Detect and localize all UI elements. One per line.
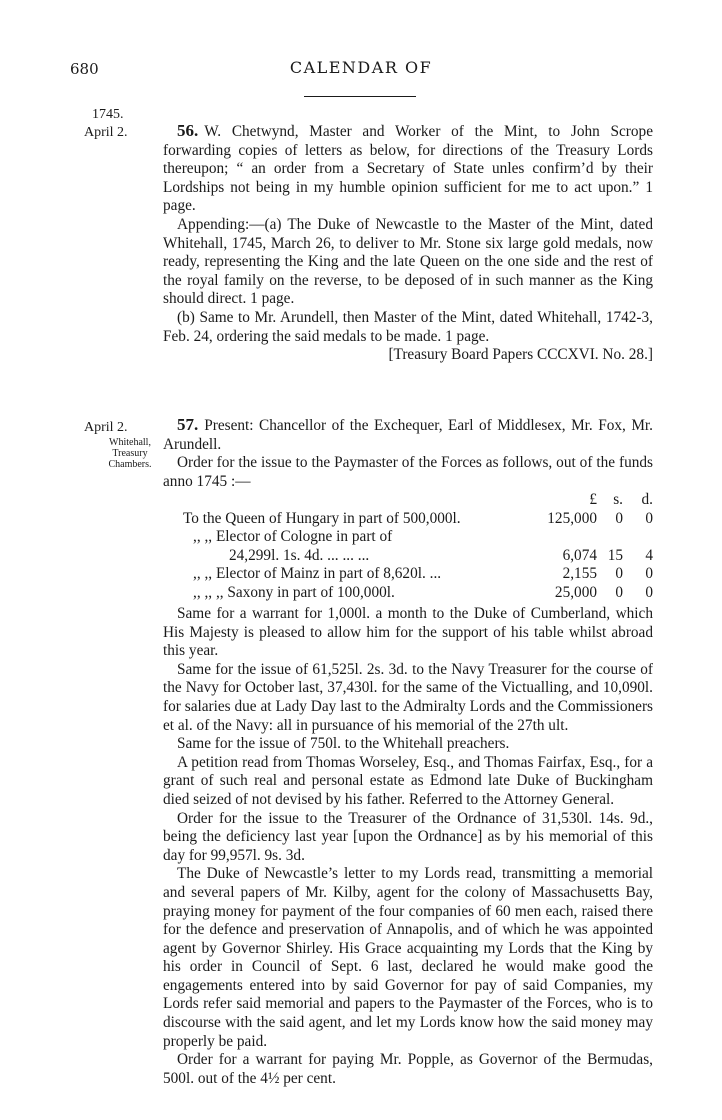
amount-row [183, 528, 653, 547]
margin-date-57: April 2. [84, 420, 128, 435]
entry-57-paragraph: Same for a warrant for 1,000l. a month to the Duke of Cumberland, which His Majesty is pleased to allow him for the support of his table whilst abroad this year. [163, 605, 653, 660]
entry-57-present: 57. Present: Chancellor of the Exchequer, Earl of Middlesex, Mr. Fox, Mr. Arundell. [163, 415, 653, 453]
entry-56-appending: Appending:—(a) The Duke of Newcastle to the Master of the Mint, dated Whitehall, 1745, March 26, to deliver to Mr. Stone six large gold medals, now ready, representing the King and the late Queen on the one side and the rest of the royal family on the reverse, to be deposed of in such manner as the King should direct. 1 page. [163, 215, 653, 308]
margin-date-56: April 2. [84, 125, 128, 140]
amount-shillings: 0 [615, 509, 623, 527]
entry-56-text: 56. W. Chetwynd, Master and Worker of the Mint, to John Scrope forwarding copies of letters as below, for directions of the Treasury Lords thereupon; “ an order from a Secretary of State unles confirm’d by their Lordships not being in my humble opinion sufficient for me to act upon.” 1 page. [163, 121, 653, 215]
amount-pounds: 6,074 [562, 546, 597, 564]
entry-number-57: 57. [177, 415, 199, 434]
margin-place-1: Whitehall, [109, 437, 151, 448]
entry-56 [163, 122, 653, 365]
margin-year: 1745. [92, 107, 124, 122]
entry-57-paragraph: Order for the issue to the Treasurer of the Ordnance of 31,530l. 14s. 9d., being the deficiency last year [upon the Ordnance] as by his memorial of this day for 99,957l. 9s. 3d. [163, 809, 653, 864]
amount-pounds: 125,000 [547, 509, 597, 527]
entry-57-order-intro: Order for the issue to the Paymaster of the Forces as follows, out of the funds anno 1745 :— [163, 454, 653, 490]
amount-shillings: 15 [607, 546, 623, 564]
amount-row [183, 510, 653, 529]
entry-57-paragraph: The Duke of Newcastle’s letter to my Lords read, transmitting a memorial and several papers of Mr. Kilby, agent for the colony of Massachusetts Bay, praying money for payment of the four companies of 60 men each, raised there for the defence and preservation of Annapolis, and of which he was appointed agent by Governor Shirley. His Grace acquainting my Lords that the King by his order in Council of Sept. 6 last, declared he would make good the engagements entered into by said Governor for pay of said Companies, my Lords refer said memorial and papers to the Paymaster of the Forces, who is to discourse with the said agent, and let my Lords know how the said money may properly be paid. [163, 865, 653, 1050]
running-title: CALENDAR OF [289, 58, 433, 77]
amount-row [183, 584, 653, 603]
entry-57-paragraph: A petition read from Thomas Worseley, Esq., and Thomas Fairfax, Esq., for a grant of such real and personal estate as Edmond late Duke of Buckingham died seized of not devised by his father. Referred to the Attorney General. [163, 753, 653, 808]
currency-shillings-head: s. [613, 491, 623, 508]
amount-label: ,, ,, Elector of Cologne in part of [193, 528, 393, 546]
entry-57-paragraph: Order for a warrant for paying Mr. Popple, as Governor of the Bermudas, 500l. out of the 4½ per cent. [163, 1051, 653, 1087]
entry-number-56: 56. [177, 121, 199, 140]
amount-shillings: 0 [615, 583, 623, 601]
amount-shillings: 0 [615, 565, 623, 583]
amount-label: 24,299l. 1s. 4d. ... ... ... [229, 546, 370, 564]
currency-pence-head: d. [641, 491, 653, 508]
entry-56-item-b: (b) Same to Mr. Arundell, then Master of the Mint, dated Whitehall, 1742-3, Feb. 24, ordering the said medals to be made. 1 page. [163, 308, 653, 345]
entry-57-paragraph: Same for the issue of 750l. to the Whitehall preachers. [177, 735, 510, 753]
amount-row [183, 565, 653, 584]
currency-pounds-head: £ [589, 491, 597, 508]
amount-label: ,, ,, Elector of Mainz in part of 8,620l. ... [193, 565, 442, 583]
amount-pounds: 2,155 [562, 565, 597, 583]
amount-pence: 0 [645, 583, 653, 601]
currency-header-row [183, 491, 653, 510]
amount-pence: 0 [645, 509, 653, 527]
amount-label: To the Queen of Hungary in part of 500,000l. [183, 509, 461, 527]
page-number: 680 [70, 60, 99, 78]
margin-place-3: Chambers. [108, 459, 152, 470]
header-rule [304, 96, 416, 97]
amount-pence: 4 [645, 546, 653, 564]
amount-label: ,, ,, ,, Saxony in part of 100,000l. [193, 583, 395, 601]
entry-57-paragraph: Same for the issue of 61,525l. 2s. 3d. to the Navy Treasurer for the course of the Navy for October last, 37,430l. for the same of the Victualling, and 10,090l. for salaries due at Lady Day last to the Admiralty Lords and the Commissioners et al. of the Navy: all in pursuance of his memorial of the 27th ult. [163, 660, 653, 734]
entry-57-opening [163, 416, 653, 491]
amount-pounds: 25,000 [554, 583, 597, 601]
amount-pence: 0 [645, 565, 653, 583]
amounts-table [183, 491, 653, 603]
amount-row [183, 547, 653, 566]
entry-56-citation: [Treasury Board Papers CCCXVI. No. 28.] [388, 346, 653, 364]
entry-57-body [163, 605, 653, 1088]
margin-place [70, 437, 166, 470]
margin-place-2: Treasury [112, 448, 148, 459]
